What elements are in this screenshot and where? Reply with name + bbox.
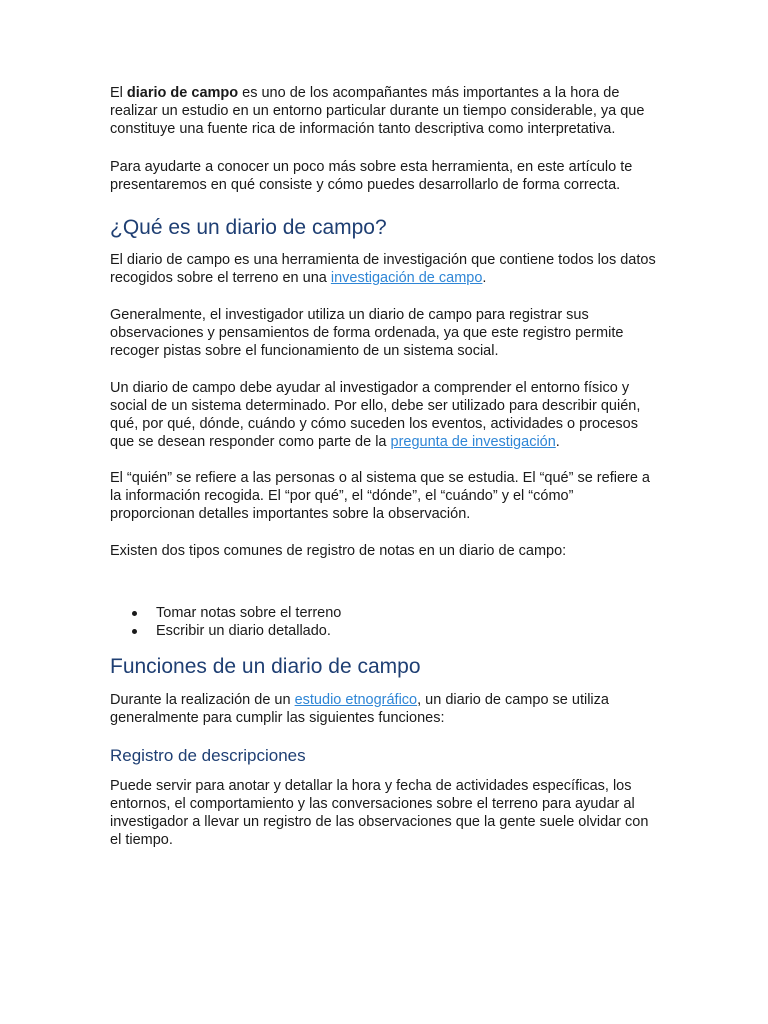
list-item: [156, 622, 658, 640]
intro-purpose-paragraph: Para ayudarte a conocer un poco más sobre esta herramienta, en este artículo te presentaremos en qué consiste y cómo puedes desarrollarlo de forma correcta.: [110, 159, 633, 193]
purpose-text-start: Un diario de campo debe ayudar al investigador a comprender el entorno físico y social de un sistema determinado. Por ello, debe ser utilizado para describir quién, qué, por qué, dónde, cuándo y cómo suceden los eventos, actividades o procesos que se desean responder como parte de la: [110, 380, 641, 450]
functions-text-end: , un diario de campo se utiliza generalmente para cumplir las siguientes funciones:: [110, 692, 609, 726]
bullet-icon: [132, 629, 137, 634]
purpose-paragraph: [110, 379, 658, 451]
who-what-paragraph: El “quién” se refiere a las personas o al sistema que se estudia. El “qué” se refiere a la información recogida. El “por qué”, el “dónde”, el “cuándo” y el “cómo” proporcionan detalles importantes sobre la observación.: [110, 470, 650, 522]
note-types-intro-paragraph: Existen dos tipos comunes de registro de notas en un diario de campo:: [110, 543, 567, 559]
definition-text-end: .: [482, 270, 487, 286]
list-item: [156, 604, 658, 622]
section-heading-what-is: ¿Qué es un diario de campo?: [110, 216, 387, 239]
note-types-list: [110, 604, 658, 640]
functions-intro-paragraph: [110, 691, 658, 727]
link-pregunta-de-investigacion[interactable]: pregunta de investigación: [390, 434, 556, 450]
definition-text-start: El diario de campo es una herramienta de investigación que contiene todos los datos recogidos sobre el terreno en una: [110, 252, 656, 286]
section-heading-functions: Funciones de un diario de campo: [110, 655, 421, 678]
descriptions-paragraph: Puede servir para anotar y detallar la hora y fecha de actividades específicas, los entornos, el comportamiento y las conversaciones sobre el terreno para ayudar al investigador a llevar un registro de las observaciones que la gente suele olvidar con el tiempo.: [110, 778, 649, 848]
article-body: [110, 84, 658, 868]
purpose-text-end: .: [555, 434, 560, 450]
subheading-registro-descripciones: Registro de descripciones: [110, 746, 306, 765]
functions-text-start: Durante la realización de un: [110, 692, 295, 708]
definition-paragraph: [110, 251, 658, 287]
link-estudio-etnografico[interactable]: estudio etnográfico: [294, 692, 418, 708]
usage-paragraph: Generalmente, el investigador utiliza un diario de campo para registrar sus observaciones y pensamientos de forma ordenada, ya que este registro permite recoger pistas sobre el funcionamiento de un sistema social.: [110, 307, 624, 359]
bullet-icon: [132, 611, 137, 616]
list-item-text: Tomar notas sobre el terreno: [156, 605, 342, 621]
link-investigacion-de-campo[interactable]: investigación de campo: [330, 270, 483, 286]
list-item-text: Escribir un diario detallado.: [156, 623, 331, 639]
intro-paragraph: [110, 84, 658, 138]
intro-bold-term: diario de campo: [126, 85, 239, 101]
intro-text-end: es uno de los acompañantes más importantes a la hora de realizar un estudio en un entorno particular durante un tiempo considerable, ya que constituye una fuente rica de información tanto descriptiva como interpretativa.: [110, 85, 645, 137]
intro-text-start: El: [110, 85, 127, 101]
